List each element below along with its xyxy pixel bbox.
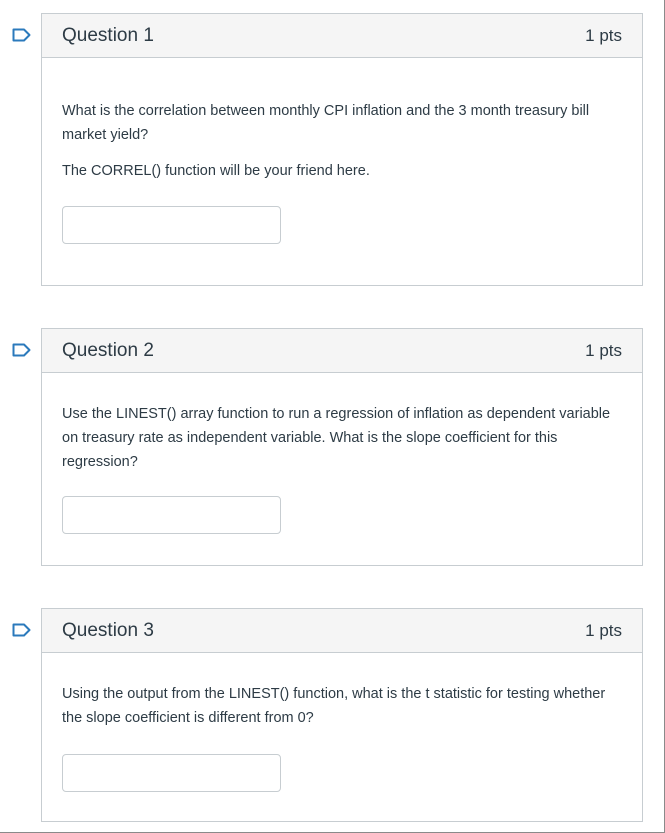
question-header bbox=[42, 329, 642, 373]
question-header bbox=[42, 609, 642, 653]
question-points: 1 pts bbox=[585, 25, 622, 45]
question-title: Question 2 bbox=[62, 339, 154, 361]
flag-question-3-icon[interactable] bbox=[12, 623, 31, 637]
answer-input[interactable] bbox=[62, 496, 281, 534]
question-3 bbox=[41, 608, 643, 822]
question-points: 1 pts bbox=[585, 340, 622, 360]
question-header bbox=[42, 14, 642, 58]
question-2 bbox=[41, 328, 643, 566]
question-body bbox=[42, 682, 642, 792]
question-body bbox=[42, 402, 642, 534]
flag-question-1-icon[interactable] bbox=[12, 28, 31, 42]
question-1 bbox=[41, 13, 643, 286]
question-title: Question 3 bbox=[62, 619, 154, 641]
question-text: Use the LINEST() array function to run a regression of inflation as dependent variable on treasury rate as independent variable. What is the slope coefficient for this regression? bbox=[62, 406, 611, 470]
answer-input[interactable] bbox=[62, 206, 281, 244]
question-text: Using the output from the LINEST() function, what is the t statistic for testing whether the slope coefficient is different from 0? bbox=[62, 686, 606, 726]
question-text: What is the correlation between monthly CPI inflation and the 3 month treasury bill market yield? bbox=[62, 103, 590, 143]
question-points: 1 pts bbox=[585, 620, 622, 640]
flag-question-2-icon[interactable] bbox=[12, 343, 31, 357]
question-body bbox=[42, 99, 642, 244]
question-hint: The CORREL() function will be your friend here. bbox=[62, 163, 370, 179]
answer-input[interactable] bbox=[62, 754, 281, 792]
question-title: Question 1 bbox=[62, 24, 154, 46]
